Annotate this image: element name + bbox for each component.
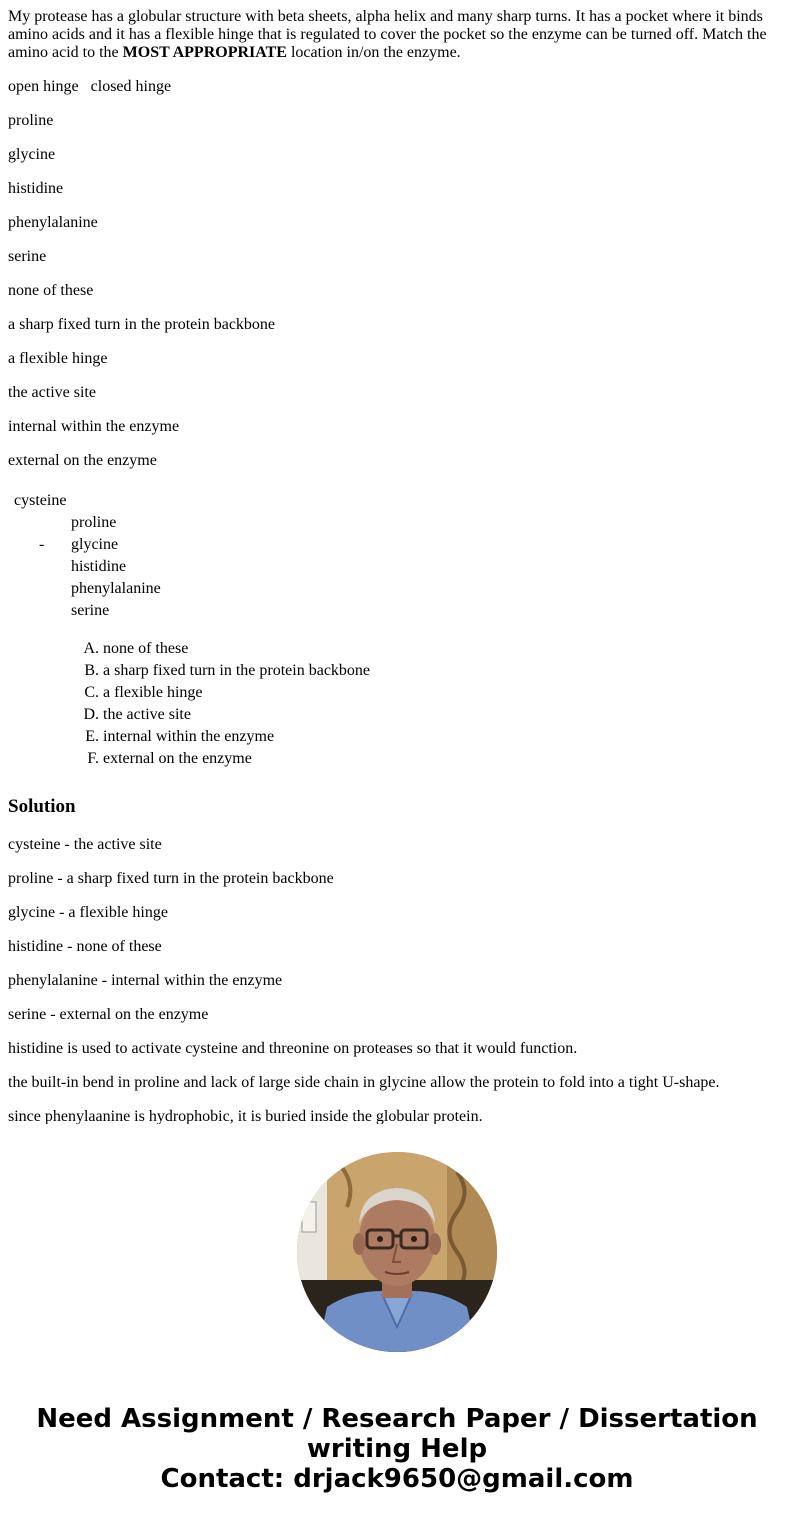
answer-text: none of these (103, 640, 189, 657)
list-item: external on the enzyme (8, 452, 157, 469)
amino-acid-name: phenylalanine (71, 580, 161, 597)
answer-letter: B. (84, 662, 99, 679)
match-dash (14, 556, 71, 578)
hinge-option: closed hinge (90, 78, 172, 95)
answer-text: a flexible hinge (103, 684, 203, 701)
list-item: glycine (8, 146, 56, 163)
solution-line: phenylalanine - internal within the enzyme (8, 972, 283, 989)
solution-line-truncated (8, 1108, 786, 1124)
answer-letter: A. (83, 640, 99, 657)
match-row (14, 556, 786, 578)
match-row (14, 534, 786, 556)
solution-heading: Solution (8, 796, 76, 817)
author-portrait-image (297, 1152, 497, 1352)
answer-letter: C. (84, 684, 99, 701)
solution-line: serine - external on the enzyme (8, 1006, 209, 1023)
solution-line: proline - a sharp fixed turn in the protein backbone (8, 870, 334, 887)
amino-acid-name: serine (71, 602, 110, 619)
list-item: none of these (8, 282, 94, 299)
answer-option (78, 726, 786, 748)
list-item: histidine (8, 180, 64, 197)
answer-text: the active site (103, 706, 191, 723)
list-item: a sharp fixed turn in the protein backbone (8, 316, 276, 333)
author-avatar (297, 1152, 497, 1352)
match-dash (14, 512, 71, 534)
solution-body (8, 836, 786, 1124)
match-row (14, 512, 786, 534)
amino-acid-name: glycine (71, 536, 119, 553)
answer-option (78, 660, 786, 682)
match-row-first (14, 490, 786, 512)
answer-option (78, 682, 786, 704)
promo-line: Need Assignment / Research Paper / Dissertation (36, 1404, 758, 1434)
match-block (14, 490, 786, 770)
list-item: the active site (8, 384, 96, 401)
answer-option (78, 748, 786, 770)
solution-line: cysteine - the active site (8, 836, 162, 853)
match-dash (14, 578, 71, 600)
answer-letter: D. (83, 706, 99, 723)
solution-line-text: since phenylaanine is hydrophobic, it is buried inside the globular protein. (8, 1108, 483, 1124)
contact-line: Contact: drjack9650@gmail.com (160, 1464, 634, 1494)
answer-text: external on the enzyme (103, 750, 252, 767)
answer-option (78, 638, 786, 660)
match-row (14, 600, 786, 622)
amino-acid-name: cysteine (14, 492, 67, 509)
solution-line: histidine - none of these (8, 938, 162, 955)
question-text-part: location in/on the enzyme. (286, 44, 461, 61)
amino-acid-name: histidine (71, 558, 127, 575)
solution-line: glycine - a flexible hinge (8, 904, 168, 921)
list-item: phenylalanine (8, 214, 98, 231)
hinge-option: open hinge (8, 78, 79, 95)
answer-text: internal within the enzyme (103, 728, 275, 745)
list-item: proline (8, 112, 54, 129)
solution-line: the built-in bend in proline and lack of large side chain in glycine allow the protein to fold into a tight U-shape. (8, 1074, 720, 1091)
promo-line: writing Help (306, 1434, 488, 1464)
match-dash: - (39, 536, 45, 553)
list-item: serine (8, 248, 47, 265)
list-item: a flexible hinge (8, 350, 108, 367)
solution-line: histidine is used to activate cysteine and threonine on proteases so that it would function. (8, 1040, 578, 1057)
answer-letter: F. (87, 750, 99, 767)
promo-footer (0, 1404, 794, 1494)
question-emphasis: MOST APPROPRIATE (122, 44, 287, 61)
answer-option (78, 704, 786, 726)
answer-options (14, 638, 786, 770)
amino-acid-name: proline (71, 514, 117, 531)
match-dash (14, 600, 71, 622)
answer-text: a sharp fixed turn in the protein backbone (103, 662, 371, 679)
list-item: internal within the enzyme (8, 418, 180, 435)
hinge-options (8, 78, 786, 96)
question-text (8, 8, 786, 62)
question-text-part: My protease has a globular structure with beta sheets, alpha helix and many sharp turns. It has a pocket where it binds amino acids and it has a flexible hinge that is regulated to cover the pocket so the enzyme can be turned off. Match the amino acid to the (8, 8, 767, 61)
item-list (8, 112, 786, 470)
answer-letter: E. (85, 728, 99, 745)
match-row (14, 578, 786, 600)
